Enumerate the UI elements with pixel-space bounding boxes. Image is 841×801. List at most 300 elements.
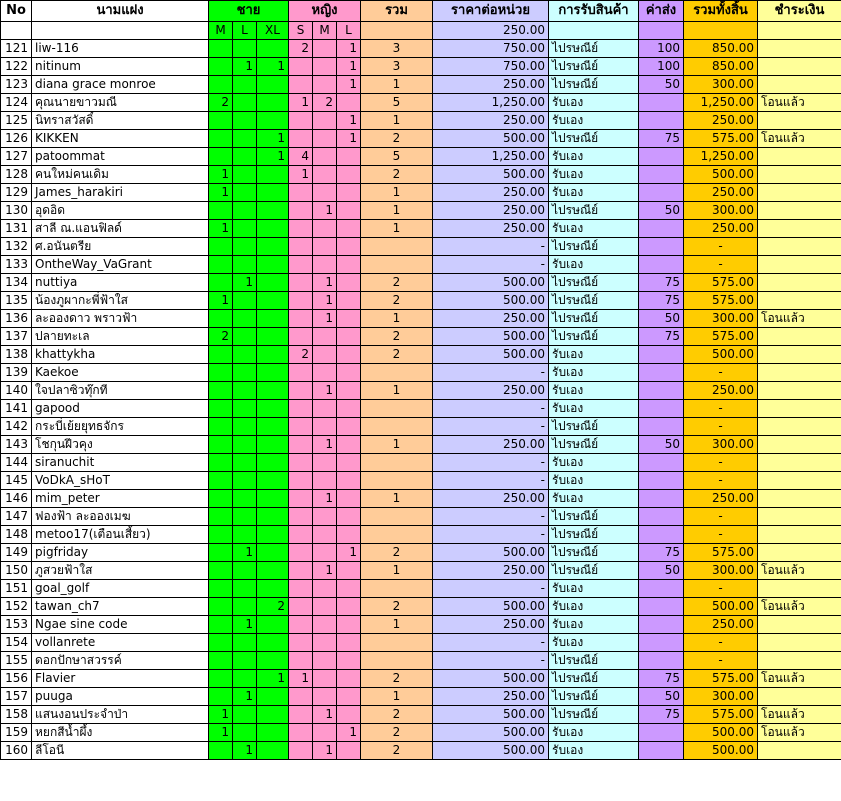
cell-women-l[interactable]: 1 bbox=[337, 76, 361, 94]
cell-no[interactable]: 138 bbox=[1, 346, 32, 364]
cell-women-m[interactable] bbox=[313, 526, 337, 544]
cell-men-l[interactable] bbox=[233, 76, 257, 94]
header-grand-total[interactable]: รวมทั้งสิ้น bbox=[684, 1, 758, 22]
cell-women-m[interactable] bbox=[313, 328, 337, 346]
cell-payment[interactable] bbox=[758, 364, 841, 382]
cell-women-l[interactable]: 1 bbox=[337, 58, 361, 76]
cell-total[interactable]: 5 bbox=[361, 148, 433, 166]
cell-women-m[interactable] bbox=[313, 634, 337, 652]
cell-no[interactable]: 149 bbox=[1, 544, 32, 562]
cell-shipping[interactable] bbox=[639, 238, 684, 256]
cell-women-m[interactable]: 1 bbox=[313, 382, 337, 400]
cell-men-l[interactable] bbox=[233, 400, 257, 418]
cell-total[interactable] bbox=[361, 634, 433, 652]
cell-payment[interactable] bbox=[758, 634, 841, 652]
cell-men-l[interactable] bbox=[233, 310, 257, 328]
cell-grand-total[interactable]: 300.00 bbox=[684, 202, 758, 220]
cell-no[interactable]: 130 bbox=[1, 202, 32, 220]
cell-price[interactable]: 250.00 bbox=[433, 112, 549, 130]
cell-men-l[interactable] bbox=[233, 562, 257, 580]
cell-no[interactable]: 131 bbox=[1, 220, 32, 238]
cell-women-l[interactable] bbox=[337, 346, 361, 364]
cell-grand-total[interactable]: - bbox=[684, 526, 758, 544]
cell-women-l[interactable] bbox=[337, 220, 361, 238]
cell-name[interactable]: สาลี ณ.แอนฟิลด์ bbox=[32, 220, 209, 238]
cell-name[interactable]: คนใหม่คนเดิม bbox=[32, 166, 209, 184]
cell-men-l[interactable] bbox=[233, 40, 257, 58]
cell-men-xl[interactable] bbox=[257, 472, 289, 490]
cell-pickup[interactable]: ไปรษณีย์ bbox=[549, 130, 639, 148]
cell-price[interactable]: 250.00 bbox=[433, 184, 549, 202]
cell-price[interactable]: 1,250.00 bbox=[433, 148, 549, 166]
cell-shipping[interactable] bbox=[639, 364, 684, 382]
cell-women-m[interactable] bbox=[313, 508, 337, 526]
cell-women-l[interactable] bbox=[337, 256, 361, 274]
cell-men-m[interactable] bbox=[209, 634, 233, 652]
cell-men-m[interactable] bbox=[209, 544, 233, 562]
cell-payment[interactable] bbox=[758, 202, 841, 220]
cell-women-m[interactable]: 1 bbox=[313, 490, 337, 508]
cell-shipping[interactable] bbox=[639, 94, 684, 112]
cell-men-m[interactable] bbox=[209, 364, 233, 382]
cell-men-xl[interactable]: 1 bbox=[257, 58, 289, 76]
cell-shipping[interactable] bbox=[639, 742, 684, 760]
size-header-blank[interactable] bbox=[32, 22, 209, 40]
cell-shipping[interactable]: 100 bbox=[639, 58, 684, 76]
cell-men-m[interactable] bbox=[209, 688, 233, 706]
cell-women-s[interactable] bbox=[289, 688, 313, 706]
cell-women-m[interactable] bbox=[313, 616, 337, 634]
cell-name[interactable]: tawan_ch7 bbox=[32, 598, 209, 616]
cell-men-l[interactable] bbox=[233, 238, 257, 256]
cell-men-xl[interactable] bbox=[257, 688, 289, 706]
cell-women-m[interactable] bbox=[313, 472, 337, 490]
cell-name[interactable]: โชกุนฝีวคุง bbox=[32, 436, 209, 454]
cell-men-xl[interactable] bbox=[257, 490, 289, 508]
cell-women-l[interactable] bbox=[337, 94, 361, 112]
cell-women-l[interactable] bbox=[337, 472, 361, 490]
cell-no[interactable]: 139 bbox=[1, 364, 32, 382]
cell-no[interactable]: 121 bbox=[1, 40, 32, 58]
cell-grand-total[interactable]: 850.00 bbox=[684, 40, 758, 58]
cell-price[interactable]: 250.00 bbox=[433, 220, 549, 238]
cell-name[interactable]: mim_peter bbox=[32, 490, 209, 508]
cell-shipping[interactable] bbox=[639, 616, 684, 634]
unit-price-value[interactable]: 250.00 bbox=[433, 22, 549, 40]
cell-men-m[interactable] bbox=[209, 454, 233, 472]
cell-total[interactable]: 2 bbox=[361, 742, 433, 760]
cell-women-m[interactable] bbox=[313, 544, 337, 562]
cell-women-s[interactable]: 1 bbox=[289, 166, 313, 184]
cell-men-l[interactable] bbox=[233, 580, 257, 598]
cell-price[interactable]: - bbox=[433, 364, 549, 382]
cell-men-xl[interactable] bbox=[257, 400, 289, 418]
cell-men-l[interactable] bbox=[233, 508, 257, 526]
cell-men-xl[interactable]: 2 bbox=[257, 598, 289, 616]
cell-shipping[interactable]: 75 bbox=[639, 706, 684, 724]
size-men-l[interactable]: L bbox=[233, 22, 257, 40]
cell-women-s[interactable] bbox=[289, 490, 313, 508]
cell-women-m[interactable]: 1 bbox=[313, 310, 337, 328]
cell-grand-total[interactable]: 300.00 bbox=[684, 436, 758, 454]
cell-name[interactable]: VoDkA_sHoT bbox=[32, 472, 209, 490]
cell-men-l[interactable]: 1 bbox=[233, 58, 257, 76]
cell-men-xl[interactable] bbox=[257, 562, 289, 580]
cell-grand-total[interactable]: 250.00 bbox=[684, 184, 758, 202]
cell-price[interactable]: 250.00 bbox=[433, 688, 549, 706]
cell-total[interactable] bbox=[361, 472, 433, 490]
cell-women-l[interactable] bbox=[337, 310, 361, 328]
cell-shipping[interactable] bbox=[639, 184, 684, 202]
cell-women-l[interactable]: 1 bbox=[337, 112, 361, 130]
cell-name[interactable]: pigfriday bbox=[32, 544, 209, 562]
cell-total[interactable]: 1 bbox=[361, 688, 433, 706]
cell-women-l[interactable] bbox=[337, 328, 361, 346]
cell-men-m[interactable] bbox=[209, 508, 233, 526]
cell-men-xl[interactable]: 1 bbox=[257, 148, 289, 166]
cell-women-s[interactable] bbox=[289, 256, 313, 274]
cell-payment[interactable] bbox=[758, 580, 841, 598]
cell-grand-total[interactable]: - bbox=[684, 400, 758, 418]
cell-men-l[interactable] bbox=[233, 418, 257, 436]
cell-pickup[interactable]: ไปรษณีย์ bbox=[549, 274, 639, 292]
cell-women-m[interactable] bbox=[313, 598, 337, 616]
cell-no[interactable]: 145 bbox=[1, 472, 32, 490]
cell-women-s[interactable] bbox=[289, 652, 313, 670]
cell-no[interactable]: 159 bbox=[1, 724, 32, 742]
cell-women-m[interactable] bbox=[313, 76, 337, 94]
cell-grand-total[interactable]: - bbox=[684, 238, 758, 256]
cell-price[interactable]: - bbox=[433, 256, 549, 274]
cell-women-s[interactable]: 1 bbox=[289, 670, 313, 688]
cell-name[interactable]: goal_golf bbox=[32, 580, 209, 598]
cell-pickup[interactable]: ไปรษณีย์ bbox=[549, 688, 639, 706]
cell-pickup[interactable]: รับเอง bbox=[549, 598, 639, 616]
cell-name[interactable]: patoommat bbox=[32, 148, 209, 166]
cell-men-xl[interactable] bbox=[257, 508, 289, 526]
cell-women-l[interactable] bbox=[337, 274, 361, 292]
cell-name[interactable]: liw-116 bbox=[32, 40, 209, 58]
cell-no[interactable]: 140 bbox=[1, 382, 32, 400]
cell-shipping[interactable]: 50 bbox=[639, 310, 684, 328]
cell-women-m[interactable]: 1 bbox=[313, 436, 337, 454]
cell-men-xl[interactable] bbox=[257, 382, 289, 400]
cell-name[interactable]: metoo17(เตือนเสี้ยว) bbox=[32, 526, 209, 544]
cell-payment[interactable] bbox=[758, 76, 841, 94]
cell-women-s[interactable] bbox=[289, 202, 313, 220]
cell-women-m[interactable] bbox=[313, 454, 337, 472]
cell-men-l[interactable] bbox=[233, 598, 257, 616]
cell-men-l[interactable] bbox=[233, 490, 257, 508]
cell-grand-total[interactable]: 250.00 bbox=[684, 490, 758, 508]
cell-no[interactable]: 126 bbox=[1, 130, 32, 148]
size-men-xl[interactable]: XL bbox=[257, 22, 289, 40]
cell-men-m[interactable] bbox=[209, 400, 233, 418]
cell-women-l[interactable] bbox=[337, 706, 361, 724]
cell-price[interactable]: - bbox=[433, 418, 549, 436]
size-women-m[interactable]: M bbox=[313, 22, 337, 40]
cell-pickup[interactable]: รับเอง bbox=[549, 490, 639, 508]
cell-pickup[interactable]: ไปรษณีย์ bbox=[549, 670, 639, 688]
cell-price[interactable]: - bbox=[433, 508, 549, 526]
cell-women-s[interactable] bbox=[289, 580, 313, 598]
size-header-blank[interactable] bbox=[639, 22, 684, 40]
cell-pickup[interactable]: ไปรษณีย์ bbox=[549, 40, 639, 58]
cell-price[interactable]: - bbox=[433, 400, 549, 418]
cell-no[interactable]: 137 bbox=[1, 328, 32, 346]
cell-women-m[interactable] bbox=[313, 418, 337, 436]
cell-shipping[interactable] bbox=[639, 112, 684, 130]
cell-women-s[interactable] bbox=[289, 544, 313, 562]
cell-payment[interactable]: โอนแล้ว bbox=[758, 670, 841, 688]
cell-grand-total[interactable]: 300.00 bbox=[684, 76, 758, 94]
cell-price[interactable]: 750.00 bbox=[433, 40, 549, 58]
cell-no[interactable]: 136 bbox=[1, 310, 32, 328]
cell-men-xl[interactable] bbox=[257, 580, 289, 598]
header-women[interactable]: หญิง bbox=[289, 1, 361, 22]
cell-men-l[interactable] bbox=[233, 724, 257, 742]
cell-grand-total[interactable]: - bbox=[684, 634, 758, 652]
cell-name[interactable]: หยกสีน้ำผึ้ง bbox=[32, 724, 209, 742]
cell-women-m[interactable] bbox=[313, 688, 337, 706]
cell-pickup[interactable]: ไปรษณีย์ bbox=[549, 508, 639, 526]
cell-shipping[interactable] bbox=[639, 724, 684, 742]
cell-total[interactable] bbox=[361, 400, 433, 418]
cell-grand-total[interactable]: 575.00 bbox=[684, 328, 758, 346]
cell-pickup[interactable]: รับเอง bbox=[549, 724, 639, 742]
cell-pickup[interactable]: รับเอง bbox=[549, 634, 639, 652]
cell-men-l[interactable] bbox=[233, 382, 257, 400]
cell-shipping[interactable]: 50 bbox=[639, 562, 684, 580]
cell-men-m[interactable] bbox=[209, 562, 233, 580]
cell-men-xl[interactable] bbox=[257, 526, 289, 544]
cell-pickup[interactable]: รับเอง bbox=[549, 364, 639, 382]
cell-price[interactable]: - bbox=[433, 454, 549, 472]
cell-men-xl[interactable] bbox=[257, 418, 289, 436]
cell-pickup[interactable]: รับเอง bbox=[549, 256, 639, 274]
cell-total[interactable]: 2 bbox=[361, 706, 433, 724]
cell-grand-total[interactable]: 500.00 bbox=[684, 166, 758, 184]
cell-shipping[interactable] bbox=[639, 652, 684, 670]
cell-men-xl[interactable] bbox=[257, 328, 289, 346]
cell-women-s[interactable] bbox=[289, 238, 313, 256]
cell-men-m[interactable] bbox=[209, 526, 233, 544]
header-total[interactable]: รวม bbox=[361, 1, 433, 22]
cell-men-m[interactable] bbox=[209, 436, 233, 454]
cell-total[interactable] bbox=[361, 418, 433, 436]
cell-men-xl[interactable] bbox=[257, 202, 289, 220]
cell-men-l[interactable] bbox=[233, 202, 257, 220]
cell-name[interactable]: nuttiya bbox=[32, 274, 209, 292]
cell-total[interactable] bbox=[361, 508, 433, 526]
cell-grand-total[interactable]: 1,250.00 bbox=[684, 94, 758, 112]
cell-women-m[interactable] bbox=[313, 40, 337, 58]
cell-grand-total[interactable]: - bbox=[684, 364, 758, 382]
cell-shipping[interactable] bbox=[639, 490, 684, 508]
cell-no[interactable]: 148 bbox=[1, 526, 32, 544]
cell-women-s[interactable] bbox=[289, 436, 313, 454]
cell-women-s[interactable] bbox=[289, 184, 313, 202]
cell-shipping[interactable]: 50 bbox=[639, 202, 684, 220]
cell-name[interactable]: ศ.อนันตรีย bbox=[32, 238, 209, 256]
cell-payment[interactable] bbox=[758, 742, 841, 760]
cell-women-s[interactable] bbox=[289, 562, 313, 580]
cell-payment[interactable] bbox=[758, 526, 841, 544]
cell-pickup[interactable]: ไปรษณีย์ bbox=[549, 706, 639, 724]
cell-pickup[interactable]: ไปรษณีย์ bbox=[549, 58, 639, 76]
cell-men-l[interactable] bbox=[233, 472, 257, 490]
cell-women-s[interactable] bbox=[289, 328, 313, 346]
cell-grand-total[interactable]: 500.00 bbox=[684, 346, 758, 364]
cell-pickup[interactable]: รับเอง bbox=[549, 346, 639, 364]
cell-pickup[interactable]: ไปรษณีย์ bbox=[549, 202, 639, 220]
cell-men-xl[interactable] bbox=[257, 256, 289, 274]
cell-men-m[interactable] bbox=[209, 76, 233, 94]
cell-name[interactable]: ภูสวยฟ้าใส bbox=[32, 562, 209, 580]
cell-women-s[interactable] bbox=[289, 382, 313, 400]
cell-total[interactable] bbox=[361, 454, 433, 472]
cell-name[interactable]: ลีโอนี bbox=[32, 742, 209, 760]
cell-women-m[interactable] bbox=[313, 724, 337, 742]
cell-grand-total[interactable]: 250.00 bbox=[684, 616, 758, 634]
cell-total[interactable]: 1 bbox=[361, 202, 433, 220]
cell-payment[interactable]: โอนแล้ว bbox=[758, 94, 841, 112]
header-shipping[interactable]: ค่าส่ง bbox=[639, 1, 684, 22]
cell-men-m[interactable] bbox=[209, 346, 233, 364]
cell-name[interactable]: KIKKEN bbox=[32, 130, 209, 148]
cell-price[interactable]: 250.00 bbox=[433, 562, 549, 580]
cell-grand-total[interactable]: 575.00 bbox=[684, 706, 758, 724]
cell-shipping[interactable] bbox=[639, 598, 684, 616]
cell-men-m[interactable] bbox=[209, 616, 233, 634]
cell-grand-total[interactable]: 500.00 bbox=[684, 742, 758, 760]
cell-grand-total[interactable]: - bbox=[684, 580, 758, 598]
cell-pickup[interactable]: ไปรษณีย์ bbox=[549, 544, 639, 562]
cell-name[interactable]: khattykha bbox=[32, 346, 209, 364]
cell-price[interactable]: - bbox=[433, 580, 549, 598]
cell-men-m[interactable] bbox=[209, 40, 233, 58]
cell-grand-total[interactable]: 300.00 bbox=[684, 688, 758, 706]
cell-price[interactable]: 250.00 bbox=[433, 382, 549, 400]
cell-price[interactable]: 250.00 bbox=[433, 310, 549, 328]
cell-price[interactable]: 250.00 bbox=[433, 616, 549, 634]
cell-no[interactable]: 153 bbox=[1, 616, 32, 634]
cell-men-xl[interactable] bbox=[257, 724, 289, 742]
cell-no[interactable]: 133 bbox=[1, 256, 32, 274]
cell-men-l[interactable] bbox=[233, 652, 257, 670]
cell-women-m[interactable] bbox=[313, 220, 337, 238]
cell-payment[interactable]: โอนแล้ว bbox=[758, 310, 841, 328]
cell-no[interactable]: 160 bbox=[1, 742, 32, 760]
cell-men-m[interactable] bbox=[209, 652, 233, 670]
cell-name[interactable]: James_harakiri bbox=[32, 184, 209, 202]
cell-total[interactable]: 2 bbox=[361, 166, 433, 184]
cell-grand-total[interactable]: 575.00 bbox=[684, 274, 758, 292]
cell-total[interactable] bbox=[361, 526, 433, 544]
cell-women-l[interactable] bbox=[337, 490, 361, 508]
cell-payment[interactable] bbox=[758, 544, 841, 562]
cell-price[interactable]: 500.00 bbox=[433, 328, 549, 346]
cell-women-m[interactable] bbox=[313, 112, 337, 130]
cell-name[interactable]: Flavier bbox=[32, 670, 209, 688]
cell-pickup[interactable]: ไปรษณีย์ bbox=[549, 652, 639, 670]
cell-women-s[interactable] bbox=[289, 130, 313, 148]
cell-women-l[interactable] bbox=[337, 238, 361, 256]
cell-men-m[interactable] bbox=[209, 256, 233, 274]
cell-men-l[interactable] bbox=[233, 112, 257, 130]
cell-shipping[interactable]: 75 bbox=[639, 328, 684, 346]
cell-men-m[interactable] bbox=[209, 580, 233, 598]
cell-men-xl[interactable] bbox=[257, 40, 289, 58]
size-women-s[interactable]: S bbox=[289, 22, 313, 40]
cell-name[interactable]: ฟองฟ้า ละอองเมฆ bbox=[32, 508, 209, 526]
cell-no[interactable]: 128 bbox=[1, 166, 32, 184]
cell-men-m[interactable]: 1 bbox=[209, 292, 233, 310]
header-payment[interactable]: ชำระเงิน bbox=[758, 1, 841, 22]
cell-name[interactable]: puuga bbox=[32, 688, 209, 706]
cell-women-m[interactable]: 2 bbox=[313, 94, 337, 112]
header-name[interactable]: นามแฝง bbox=[32, 1, 209, 22]
cell-price[interactable]: 1,250.00 bbox=[433, 94, 549, 112]
cell-pickup[interactable]: รับเอง bbox=[549, 184, 639, 202]
cell-name[interactable]: ดอกปักษาสวรรค์ bbox=[32, 652, 209, 670]
cell-shipping[interactable]: 75 bbox=[639, 292, 684, 310]
cell-men-xl[interactable] bbox=[257, 220, 289, 238]
cell-women-s[interactable] bbox=[289, 310, 313, 328]
cell-women-l[interactable] bbox=[337, 436, 361, 454]
cell-total[interactable]: 1 bbox=[361, 220, 433, 238]
cell-women-s[interactable]: 2 bbox=[289, 346, 313, 364]
cell-name[interactable]: siranuchit bbox=[32, 454, 209, 472]
cell-price[interactable]: - bbox=[433, 472, 549, 490]
cell-grand-total[interactable]: 575.00 bbox=[684, 292, 758, 310]
cell-no[interactable]: 134 bbox=[1, 274, 32, 292]
cell-women-m[interactable] bbox=[313, 166, 337, 184]
cell-pickup[interactable]: ไปรษณีย์ bbox=[549, 418, 639, 436]
cell-women-l[interactable] bbox=[337, 598, 361, 616]
cell-payment[interactable] bbox=[758, 166, 841, 184]
cell-total[interactable]: 3 bbox=[361, 58, 433, 76]
cell-men-l[interactable] bbox=[233, 184, 257, 202]
cell-shipping[interactable]: 50 bbox=[639, 688, 684, 706]
cell-women-s[interactable] bbox=[289, 526, 313, 544]
cell-no[interactable]: 157 bbox=[1, 688, 32, 706]
cell-price[interactable]: 500.00 bbox=[433, 724, 549, 742]
cell-men-xl[interactable] bbox=[257, 166, 289, 184]
cell-women-s[interactable] bbox=[289, 292, 313, 310]
cell-payment[interactable] bbox=[758, 382, 841, 400]
cell-men-xl[interactable] bbox=[257, 544, 289, 562]
cell-no[interactable]: 123 bbox=[1, 76, 32, 94]
cell-no[interactable]: 127 bbox=[1, 148, 32, 166]
size-men-m[interactable]: M bbox=[209, 22, 233, 40]
cell-women-s[interactable] bbox=[289, 364, 313, 382]
cell-women-s[interactable] bbox=[289, 418, 313, 436]
cell-men-xl[interactable] bbox=[257, 238, 289, 256]
cell-shipping[interactable] bbox=[639, 634, 684, 652]
cell-women-m[interactable] bbox=[313, 256, 337, 274]
cell-name[interactable]: กระบี่เย้ยยุทธจักร bbox=[32, 418, 209, 436]
cell-pickup[interactable]: รับเอง bbox=[549, 148, 639, 166]
cell-pickup[interactable]: ไปรษณีย์ bbox=[549, 238, 639, 256]
cell-total[interactable]: 1 bbox=[361, 310, 433, 328]
cell-price[interactable]: - bbox=[433, 652, 549, 670]
cell-pickup[interactable]: ไปรษณีย์ bbox=[549, 436, 639, 454]
cell-price[interactable]: 500.00 bbox=[433, 670, 549, 688]
cell-no[interactable]: 147 bbox=[1, 508, 32, 526]
cell-men-l[interactable] bbox=[233, 436, 257, 454]
cell-grand-total[interactable]: 250.00 bbox=[684, 112, 758, 130]
